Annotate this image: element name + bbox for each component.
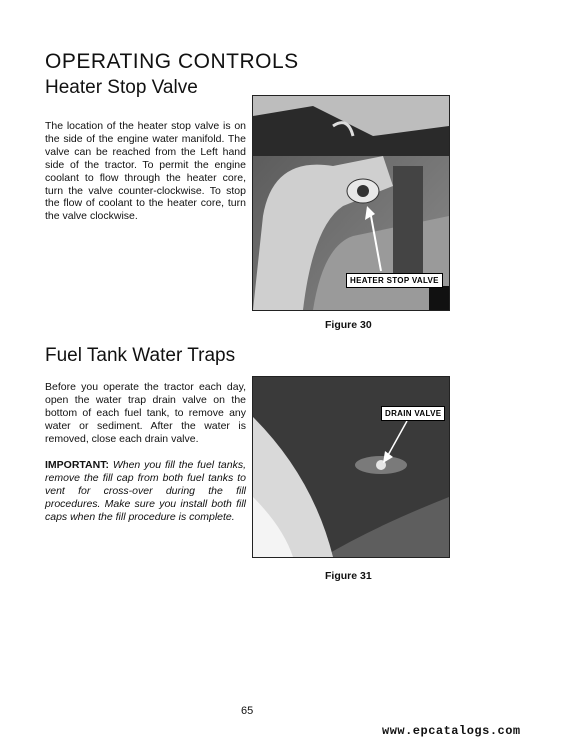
heater-body: The location of the heater stop valve is on the side of the engine water manifold. The valve can be reached from the Left hand side of the tractor. To permit the engine coolant to flow through the heater core, turn the valve counter-clockwise. To stop the flow of coolant to the heater core, turn the valve clockwise. xyxy=(45,120,246,223)
fuel-heading: Fuel Tank Water Traps xyxy=(45,345,236,366)
heater-stop-valve-callout: HEATER STOP VALVE xyxy=(346,273,443,288)
page-number: 65 xyxy=(241,705,254,717)
heater-heading: Heater Stop Valve xyxy=(45,77,198,98)
important-note xyxy=(45,459,246,524)
figure-30-caption: Figure 30 xyxy=(325,319,372,331)
website-watermark: www.epcatalogs.com xyxy=(382,724,521,738)
fuel-body: Before you operate the tractor each day, open the water trap drain valve on the bottom of each fuel tank, to remove any water or sediment. After the water is removed, close each drain valve. xyxy=(45,381,246,445)
drain-valve-callout: DRAIN VALVE xyxy=(381,406,445,421)
drain-valve-photo xyxy=(252,376,450,558)
heater-stop-valve-photo xyxy=(252,95,450,311)
important-text: When you fill the fuel tanks, remove the fill cap from both fuel tanks to vent for cross-over during the fill procedures. Make sure you install both fill caps when the fill procedure is complete. xyxy=(45,459,246,523)
section-title: OPERATING CONTROLS xyxy=(45,50,299,73)
figure-31-caption: Figure 31 xyxy=(325,570,372,582)
important-label: IMPORTANT: xyxy=(45,459,109,471)
